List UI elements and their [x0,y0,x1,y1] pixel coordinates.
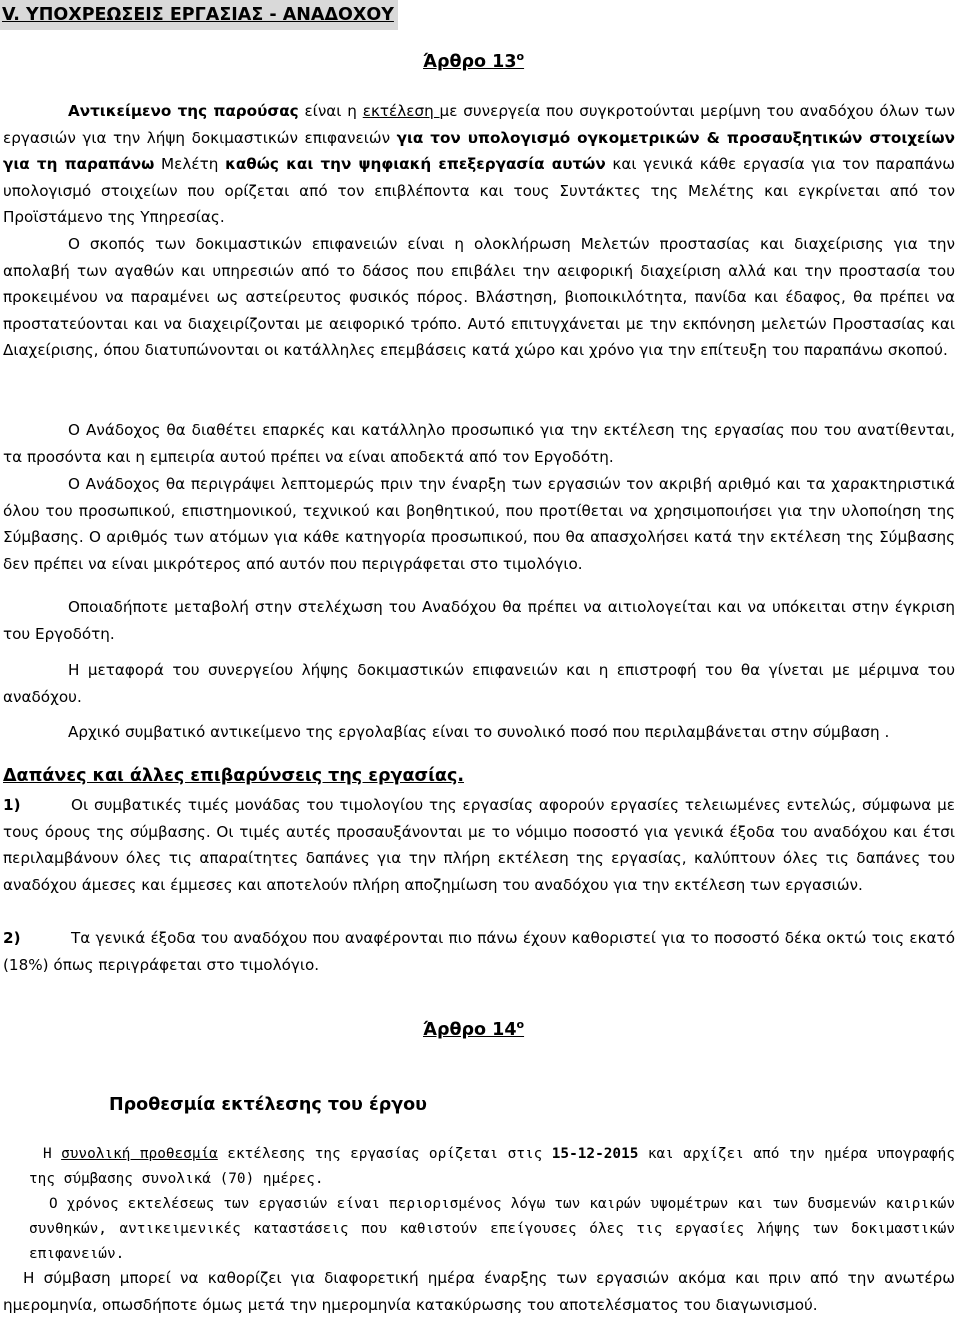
costs-heading: Δαπάνες και άλλες επιβαρύνσεις της εργασίας. [3,766,464,786]
article-14-label: Άρθρο 14 [423,1020,517,1040]
execution-underlined: εκτέλεση [362,102,440,120]
paragraph-transport: Η μεταφορά του συνεργείου λήψης δοκιμαστικών επιφανειών και η επιστροφή του θα γίνεται με μέριμνα του αναδόχου. [3,661,955,706]
paragraph-contract-object: Αρχικό συμβατικό αντικείμενο της εργολαβίας είναι το συνολικό ποσό που περιλαμβάνεται στην σύμβαση . [68,723,890,741]
paragraph-limited-time: Ο χρόνος εκτελέσεως των εργασιών είναι περιορισμένος λόγω των καιρών υψομέτρων και των δυσμενών καιρικών συνθηκών, αντικειμενικές καταστάσεις που καθιστούν επείγουσες όλες τις εργασίες λήψης των δοκιμαστικών επιφανειών. [29,1196,955,1262]
paragraph-deadline: Η συνολική προθεσμία εκτέλεσης της εργασίας ορίζεται στις 15-12-2015 και αρχίζει από την ημέρα υπογραφής της σύμβασης συνολικά (70) ημέρες. [29,1146,955,1187]
section-title: V. ΥΠΟΧΡΕΩΣΕΙΣ ΕΡΓΑΣΙΑΣ - ΑΝΑΔΟΧΟΥ [0,0,398,30]
article-14-heading [423,1020,524,1040]
article-13-heading [423,52,524,72]
paragraph-staff-description: Ο Ανάδοχος θα περιγράψει λεπτομερώς πριν την έναρξη των εργασιών τον ακριβή αριθμό και τα χαρακτηριστικά όλου του προσωπικού, επιστημονικού, τεχνικού και βοηθητικού, που προτίθεται να χρησιμοποιήσει για την υλοποίηση της Σύμβασης. Ο αριθμός των ατόμων για κάθε κατηγορία προσωπικού, που θα απασχολήσει κατά την εκτέλεση της Σύμβασης δεν πρέπει να είναι μικρότερος από αυτόν που περιγράφεται στο τιμολόγιο. [3,475,955,573]
subject-bold-lead: Αντικείμενο της παρούσας [68,102,299,120]
total-deadline-underlined: συνολική προθεσμία [61,1146,218,1162]
cost-item-1: 1) Οι συμβατικές τιμές μονάδας του τιμολογίου της εργασίας αφορούν εργασίες τελειωμένες εντελώς, σύμφωνα με τους όρους της σύμβασης. Οι τιμές αυτές προσαυξάνονται με το νόμιμο ποσοστό για γενικά έξοδα του αναδόχου και έτσι περιλαμβάνουν όλες τις απαραίτητες δαπάνες για την πλήρη εκτέλεση της εργασίας, καλύπτουν όλες τις δαπάνες του αναδόχου άμεσες και έμμεσες και αποτελούν πλήρη αποζημίωση του αναδόχου για την εκτέλεση των εργασιών. [3,792,955,898]
deadline-heading: Προθεσμία εκτέλεσης του έργου [109,1095,427,1115]
deadline-date: 15-12-2015 [551,1146,639,1162]
article-14-sup: ο [516,1018,525,1032]
item-2-number: 2) [3,929,21,947]
paragraph-staff-changes: Οποιαδήποτε μεταβολή στην στελέχωση του Αναδόχου θα πρέπει να αιτιολογείται και να υπόκειται στην έγκριση του Εργοδότη. [3,598,955,643]
article-13-label: Άρθρο 13 [423,52,517,72]
item-1-number: 1) [3,796,21,814]
paragraph-start-date: Η σύμβαση μπορεί να καθορίζει για διαφορετική ημέρα έναρξης των εργασιών ακόμα και πριν από την ανωτέρω ημερομηνία, οπωσδήποτε όμως μετά την ημερομηνία κατακύρωσης του αποτελέσματος του διαγωνισμού. [3,1269,955,1314]
paragraph-subject: Αντικείμενο της παρούσας είναι η εκτέλεση με συνεργεία που συγκροτούνται μερίμνη του αναδόχου όλων των εργασιών για την λήψη δοκιμαστικών επιφανειών για τον υπολογισμό ογκομετρικών & προσαυξητικών στοιχείων για τη παραπάνω Μελέτη καθώς και την ψηφιακή επεξεργασία αυτών και γενικά κάθε εργασία για τον παραπάνω υπολογισμό στοιχείων που ορίζεται από τον επιβλέποντα και τους Συντάκτες της Μελέτης και εγκρίνεται από τον Προϊστάμενο της Υπηρεσίας. [3,102,956,227]
paragraph-purpose: Ο σκοπός των δοκιμαστικών επιφανειών είναι η ολοκλήρωση Μελετών προστασίας και διαχείρισης για την απολαβή των αγαθών και υπηρεσιών από το δάσος που επιβάλει την αειφορική διαχείριση αλλά και την προστασία του προκειμένου να παραμένει ως αστείρευτος φυσικός πόρος. Βλάστηση, βιοποικιλότητα, πανίδα και έδαφος, θα πρέπει να προστατεύονται και να διαχειρίζονται με αειφορικό τρόπο. Αυτό επιτυγχάνεται με την εκπόνηση μελετών Προστασίας και Διαχείρισης, όπου διατυπώνονται οι κατάλληλες επεμβάσεις κατά χώρο και χρόνο για την επίτευξη του παραπάνω σκοπού. [3,235,955,360]
paragraph-staff: Ο Ανάδοχος θα διαθέτει επαρκές και κατάλληλο προσωπικό για την εκτέλεση της εργασίας που του ανατίθενται, τα προσόντα και η εμπειρία αυτού πρέπει να είναι αποδεκτά από τον Εργοδότη. [3,421,955,466]
article-13-sup: ο [516,50,525,64]
cost-item-2: 2) Τα γενικά έξοδα του αναδόχου που αναφέρονται πιο πάνω έχουν καθοριστεί για το ποσοστό δέκα οκτώ τοις εκατό (18%) όπως περιγράφεται στο τιμολόγιο. [3,925,955,978]
